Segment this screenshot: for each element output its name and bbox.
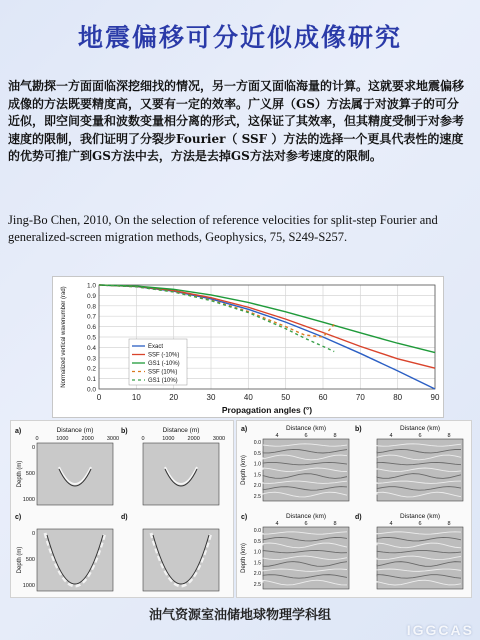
citation-reference: Jing-Bo Chen, 2010, On the selection of reference velocities for split-step Fourier and generalized-screen migration methods, Geophysics, 75, S249-S257. [8,213,438,244]
panel-axis-title: Distance (m) [56,427,94,434]
x-tick-label: 0 [96,393,102,402]
panel-label: d) [121,514,128,521]
x-tick-label: 30 [206,393,216,402]
migration-image-svg [237,421,471,597]
panel-tick-label: 8 [333,433,337,439]
panel-tick-label: 1000 [162,436,175,442]
legend-label: SSF (-10%) [148,352,180,359]
panel-y-tick-label: 2.5 [253,494,261,500]
panel-tick-label: 8 [447,433,451,439]
legend-label: SSF (10%) [148,369,178,376]
panel-y-tick-label: 1000 [22,583,35,589]
panel-tick-label: 4 [275,433,279,439]
panel-axis-title: Distance (km) [399,425,441,432]
impulse-response-svg [11,421,233,597]
migration-image-figure [236,420,472,598]
panel-tick-label: 2000 [81,436,94,442]
panel-y-tick-label: 0 [31,531,35,537]
panel-y-tick-label: 0 [31,445,35,451]
y-tick-label: 1.0 [86,282,96,290]
x-axis-label: Propagation angles (°) [221,405,313,415]
seismic-panel [377,439,463,501]
seismic-panel [143,443,219,505]
panel-tick-label: 6 [418,521,422,527]
y-tick-label: 0.7 [86,313,96,321]
panel-y-tick-label: 1.0 [253,461,261,468]
panel-label: c) [241,514,248,521]
series-line [99,285,334,337]
legend-label: GS1 (10%) [148,378,178,385]
panel-tick-label: 6 [304,433,308,439]
x-tick-label: 90 [430,393,440,402]
panel-y-tick-label: 2.0 [253,483,261,490]
abstract-paragraph: 油气勘探一方面面临深挖细找的情况，另一方面又面临海量的计算。这就要求地震偏移成像的方法既要精度高，又要有一定的效率。广义屏（GS）方法属于对波算子的可分近似，即空间变量和波数变量相分离的形式，这保证了其效率，但其精度受制于对参考速度的限制，我们证明了分裂步Fourier（ SSF ）方法的选择一个更具代表性的速度的优势可推广到GS方法中去，方法是去掉GS方法对参考速度的限制。 [8,79,465,163]
seismic-panel [37,443,113,505]
seismic-panel [263,527,349,589]
panel-tick-label: 4 [389,521,393,527]
x-tick-label: 20 [169,393,179,402]
panel-y-tick-label: 500 [25,471,35,477]
panel-tick-label: 2000 [187,436,200,442]
legend-label: GS1 (-10%) [148,361,180,368]
panel-y-tick-label: 1000 [22,497,35,503]
y-tick-label: 0.1 [86,376,96,384]
panel-tick-label: 8 [333,521,337,527]
panel-y-tick-label: 2.0 [253,571,261,578]
panel-tick-label: 0 [35,436,39,442]
x-tick-label: 80 [393,393,403,402]
x-tick-label: 50 [281,393,291,402]
panel-tick-label: 6 [418,433,422,439]
watermark-logo: IGGCAS [406,622,474,638]
panel-label: b) [121,428,128,435]
panel-y-axis-title: Depth (km) [241,455,247,485]
panel-y-axis-title: Depth (km) [241,543,247,573]
panel-label: d) [355,514,362,521]
panel-y-tick-label: 0.5 [253,538,261,545]
panel-y-tick-label: 1.0 [253,549,261,556]
panel-tick-label: 4 [389,433,393,439]
y-axis-label: Normalized vertical wavenumber (rad) [61,286,67,388]
panel-axis-title: Distance (km) [399,513,441,520]
y-tick-label: 0.3 [86,355,96,363]
panel-label: b) [355,426,362,433]
panel-y-axis-title: Depth (m) [17,546,23,574]
panel-tick-label: 4 [275,521,279,527]
panel-tick-label: 3000 [212,436,226,442]
panel-tick-label: 8 [447,521,451,527]
panel-y-tick-label: 500 [25,557,35,563]
x-tick-label: 10 [131,393,141,402]
y-tick-label: 0.2 [86,365,96,373]
panel-axis-title: Distance (km) [285,425,327,432]
panel-tick-label: 0 [141,436,145,442]
panel-tick-label: 6 [304,521,308,527]
y-tick-label: 0.8 [86,303,96,311]
panel-y-tick-label: 0.0 [253,528,261,534]
panel-y-tick-label: 1.5 [253,560,261,567]
panel-y-tick-label: 2.5 [253,582,261,588]
panel-y-tick-label: 0.0 [253,440,261,446]
x-tick-label: 70 [355,393,365,402]
wavenumber-chart [52,276,444,418]
y-tick-label: 0.0 [86,386,96,394]
panel-label: c) [15,514,22,521]
panel-label: a) [15,428,22,435]
panel-axis-title: Distance (m) [162,427,200,434]
x-tick-label: 40 [243,393,253,402]
legend-label: Exact [148,344,164,351]
y-tick-label: 0.6 [86,324,96,332]
wavenumber-chart-svg [53,277,443,417]
impulse-response-figure [10,420,234,598]
y-tick-label: 0.4 [86,344,96,352]
panel-label: a) [241,426,248,433]
panel-tick-label: 1000 [56,436,69,442]
page-title: 地震偏移可分近似成像研究 [77,23,402,52]
panel-y-tick-label: 0.5 [253,450,261,457]
panel-y-tick-label: 1.5 [253,472,261,479]
y-tick-label: 0.9 [86,292,96,300]
panel-y-axis-title: Depth (m) [17,460,23,488]
panel-tick-label: 3000 [106,436,120,442]
footer-group-name: 油气资源室油储地球物理学科组 [148,608,331,623]
y-tick-label: 0.5 [86,334,96,342]
panel-axis-title: Distance (km) [285,513,327,520]
x-tick-label: 60 [318,393,328,402]
